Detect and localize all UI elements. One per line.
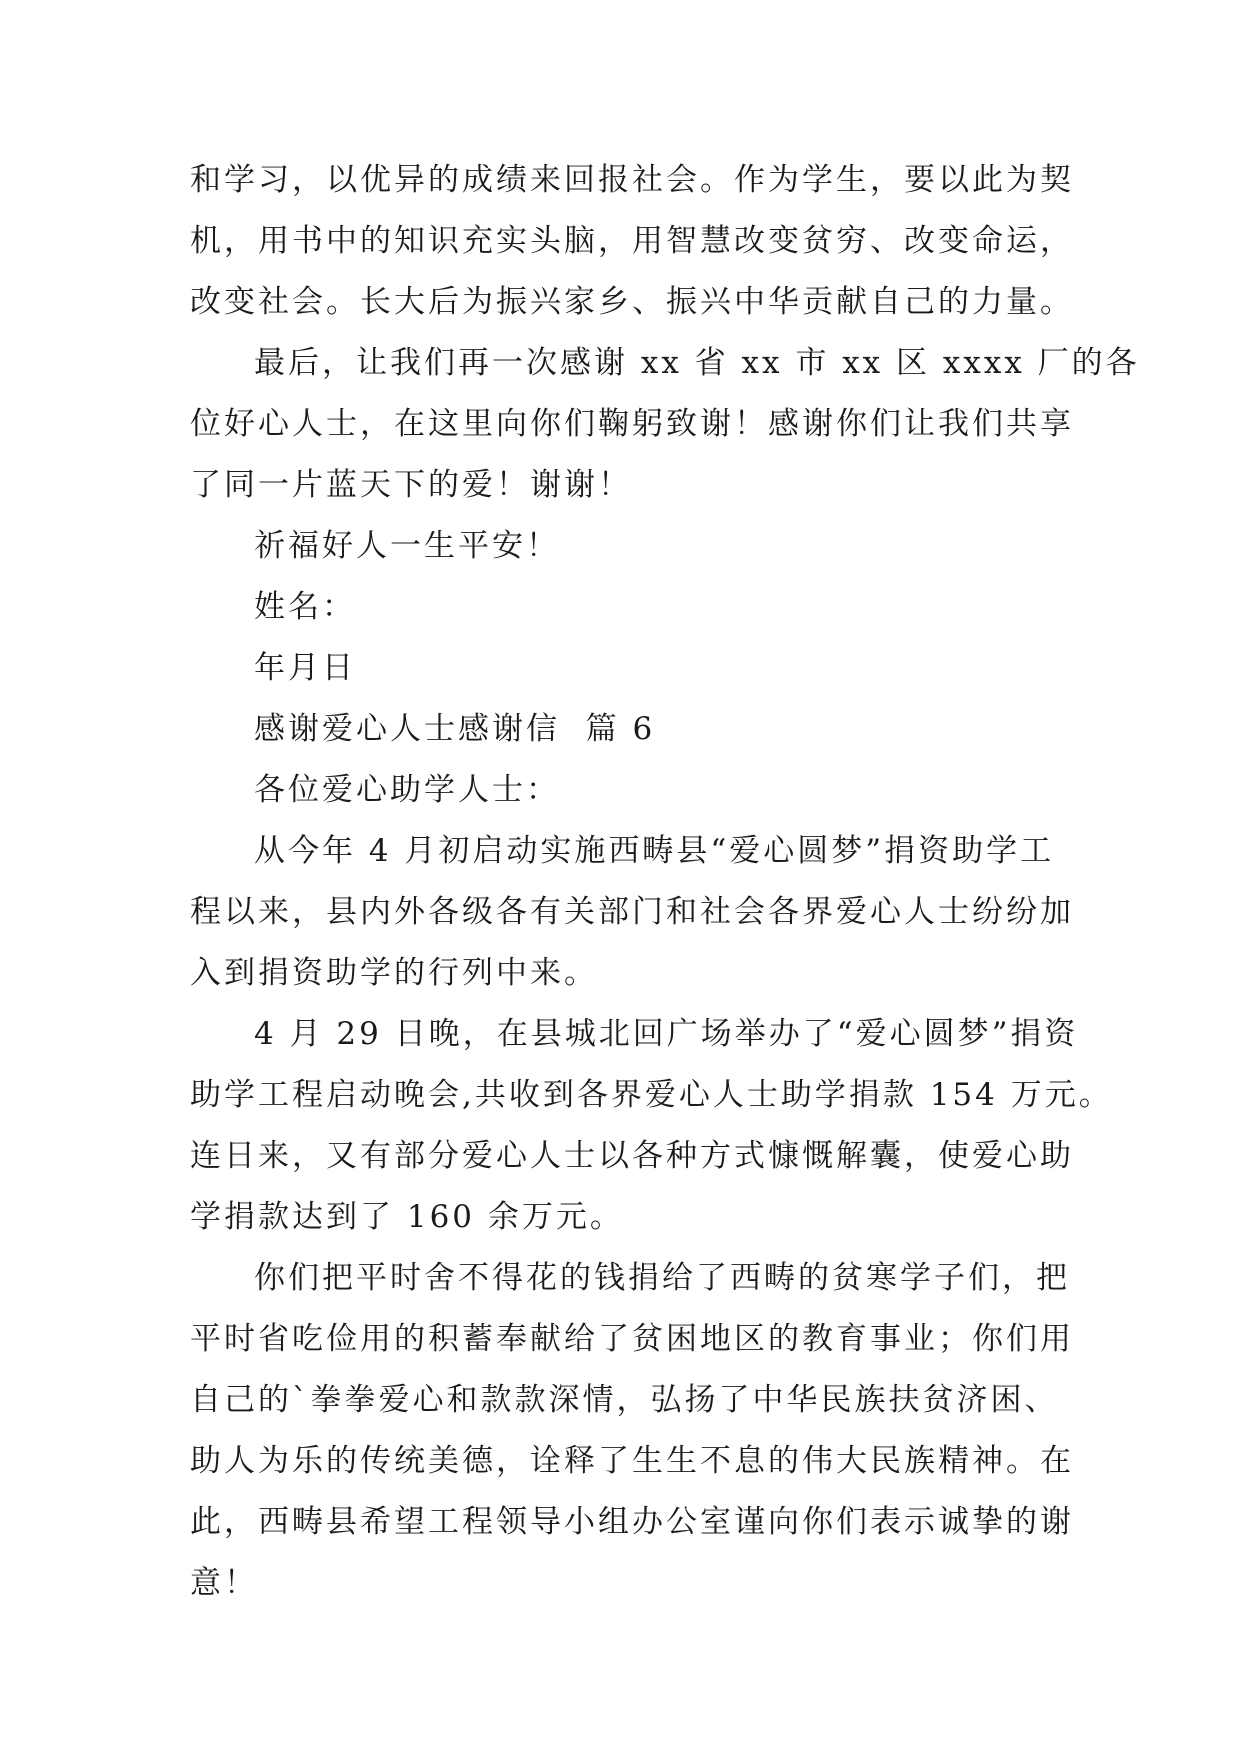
paragraph (190, 1004, 1113, 1248)
text-line: 位好心人士，在这里向你们鞠躬致谢！感谢你们让我们共享 (190, 406, 1074, 442)
text-line: 各位爱心助学人士： (254, 772, 560, 808)
salutation (190, 760, 1070, 821)
text-line: 你们把平时舍不得花的钱捐给了西畴的贫寒学子们，把 (254, 1260, 1070, 1296)
paragraph (190, 333, 1140, 516)
text-line: 姓名： (254, 589, 356, 625)
text-line: 年月日 (254, 650, 356, 686)
text-line: 程以来，县内外各级各有关部门和社会各界爱心人士纷纷加 (190, 894, 1074, 930)
text-line: 入到捐资助学的行列中来。 (190, 955, 598, 991)
text-line: 此，西畴县希望工程领导小组办公室谨向你们表示诚挚的谢 (190, 1504, 1074, 1540)
paragraph (190, 577, 1070, 638)
paragraph (190, 150, 1074, 333)
text-line: 感谢爱心人士感谢信 篇 6 (254, 711, 656, 747)
paragraph (190, 516, 1070, 577)
text-line: 从今年 4 月初启动实施西畴县“爱心圆梦”捐资助学工 (254, 833, 1055, 869)
paragraph (190, 821, 1074, 1004)
text-line: 自己的`拳拳爱心和款款深情，弘扬了中华民族扶贫济困、 (190, 1382, 1059, 1418)
text-line: 了同一片蓝天下的爱！谢谢！ (190, 467, 632, 503)
text-line: 平时省吃俭用的积蓄奉献给了贫困地区的教育事业；你们用 (190, 1321, 1074, 1357)
text-line: 助学工程启动晚会,共收到各界爱心人士助学捐款 154 万元。 (190, 1077, 1113, 1113)
paragraph (190, 638, 1070, 699)
text-line: 意！ (190, 1565, 258, 1601)
text-line: 祈福好人一生平安！ (254, 528, 560, 564)
text-line: 连日来，又有部分爱心人士以各种方式慷慨解囊，使爱心助 (190, 1138, 1074, 1174)
text-line: 学捐款达到了 160 余万元。 (190, 1199, 624, 1235)
document-body (190, 150, 1140, 1614)
text-line: 助人为乐的传统美德，诠释了生生不息的伟大民族精神。在 (190, 1443, 1074, 1479)
paragraph (190, 1248, 1074, 1614)
section-heading (190, 699, 1070, 760)
text-line: 改变社会。长大后为振兴家乡、振兴中华贡献自己的力量。 (190, 284, 1074, 320)
text-line: 和学习，以优异的成绩来回报社会。作为学生，要以此为契 (190, 162, 1074, 198)
text-line: 最后，让我们再一次感谢 xx 省 xx 市 xx 区 xxxx 厂的各 (254, 345, 1140, 381)
text-line: 机，用书中的知识充实头脑，用智慧改变贫穷、改变命运， (190, 223, 1074, 259)
text-line: 4 月 29 日晚，在县城北回广场举办了“爱心圆梦”捐资 (254, 1016, 1079, 1052)
